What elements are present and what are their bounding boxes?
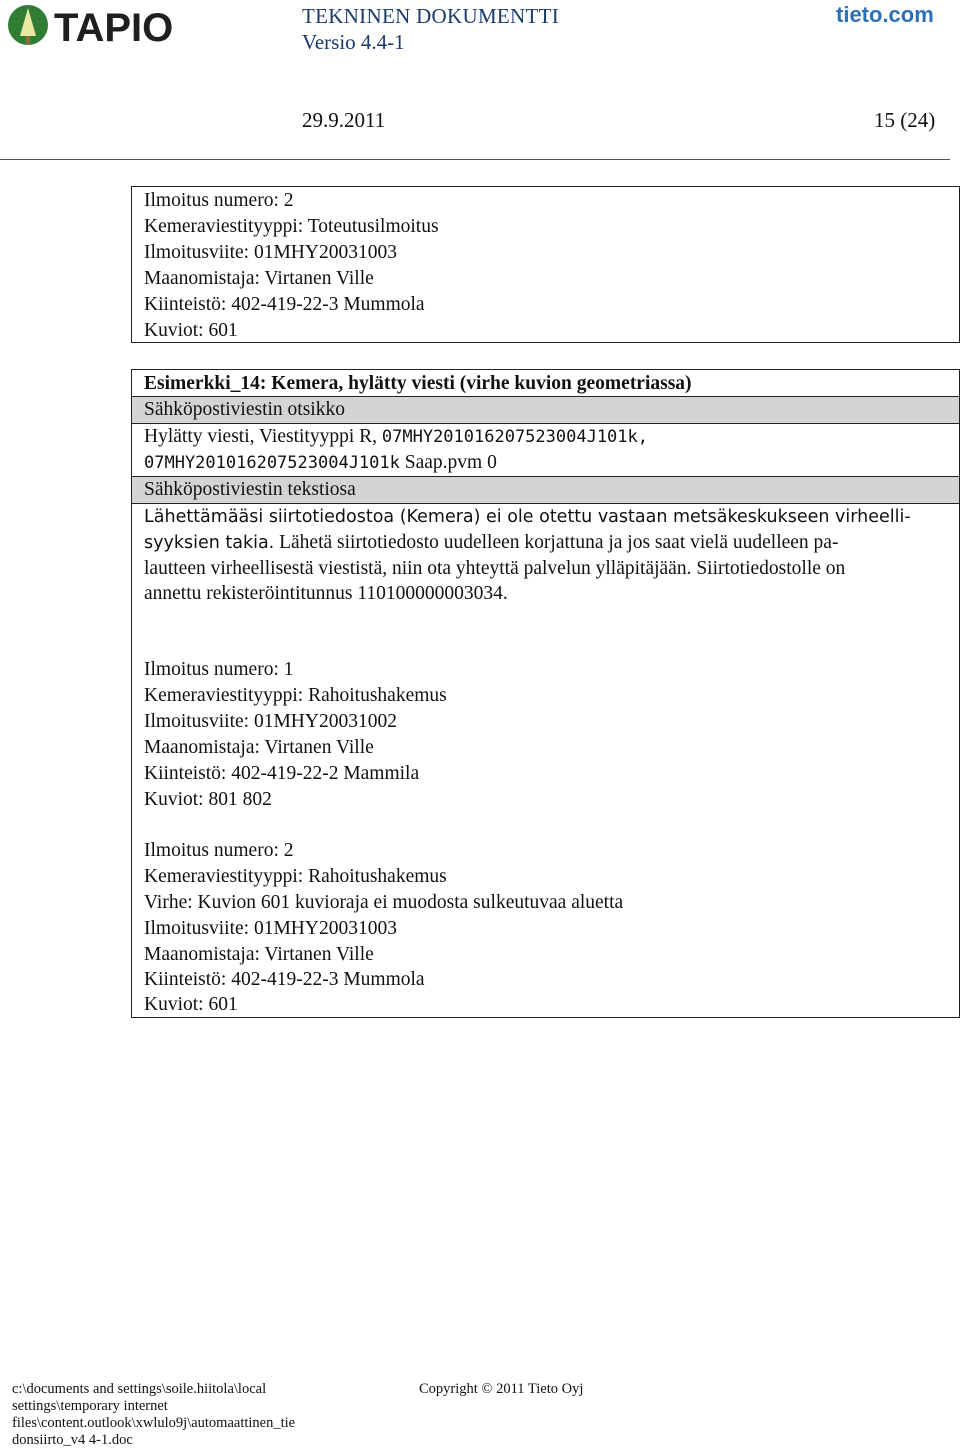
notice-line: Kiinteistö: 402-419-22-3 Mummola — [144, 969, 425, 990]
notice-line: Kemeraviestityyppi: Rahoitushakemus — [144, 866, 447, 887]
tieto-logo — [834, 0, 948, 30]
notice-box-1 — [131, 186, 960, 343]
subject-text: Hylätty viesti, Viestityyppi R, — [144, 426, 382, 447]
header-divider — [0, 159, 950, 160]
body-label-bar — [132, 476, 959, 504]
document-version: Versio 4.4-1 — [302, 30, 405, 54]
body-text: Lähetä siirtotiedosto uudelleen korjattuna ja jos saat vielä uudelleen pa- — [274, 532, 839, 553]
tieto-logo-text: tieto.com — [836, 2, 934, 27]
tapio-logo — [6, 2, 236, 48]
subject-text: Saap.pvm 0 — [399, 452, 497, 473]
body-label: Sähköpostiviestin tekstiosa — [144, 479, 356, 500]
subject-label: Sähköpostiviestin otsikko — [144, 399, 345, 420]
body-line: lautteen virheellisestä viestistä, niin ota yhteyttä palvelun ylläpitäjään. Siirtotiedostolle on — [144, 558, 846, 579]
tapio-logo-text: TAPIO — [54, 6, 174, 48]
notice-line: Ilmoitusviite: 01MHY20031003 — [144, 242, 397, 263]
footer-path-line: settings\temporary internet — [12, 1398, 168, 1414]
subject-line-2 — [144, 450, 497, 476]
example-title: Esimerkki_14: Kemera, hylätty viesti (virhe kuvion geometriassa) — [144, 373, 692, 394]
body-line: Lähettämääsi siirtotiedostoa (Kemera) ei ole otettu vastaan metsäkeskukseen virheelli- — [144, 507, 911, 527]
body-line — [144, 530, 838, 556]
notice-line: Ilmoitus numero: 2 — [144, 840, 294, 861]
subject-label-bar — [132, 396, 959, 424]
example-box — [131, 369, 960, 1018]
message-id: 07MHY201016207523004J101k, — [381, 427, 648, 447]
document-title: TEKNINEN DOKUMENTTI — [302, 4, 560, 28]
notice-line: Kiinteistö: 402-419-22-2 Mammila — [144, 763, 420, 784]
footer-path-line: files\content.outlook\xwlulo9j\automaattinen_tie — [12, 1415, 296, 1431]
notice-line: Ilmoitusviite: 01MHY20031002 — [144, 711, 397, 732]
notice-line: Ilmoitusviite: 01MHY20031003 — [144, 918, 397, 939]
footer-copyright: Copyright © 2011 Tieto Oyj — [419, 1381, 584, 1397]
notice-line: Kuviot: 601 — [144, 320, 238, 341]
notice-line: Kuviot: 801 802 — [144, 789, 272, 810]
notice-line: Maanomistaja: Virtanen Ville — [144, 944, 374, 965]
document-date: 29.9.2011 — [302, 108, 386, 132]
body-line: annettu rekisteröintitunnus 110100000003034. — [144, 583, 508, 604]
notice-line: Maanomistaja: Virtanen Ville — [144, 737, 374, 758]
notice-line: Maanomistaja: Virtanen Ville — [144, 268, 374, 289]
notice-line: Ilmoitus numero: 1 — [144, 659, 294, 680]
notice-line: Virhe: Kuvion 601 kuvioraja ei muodosta sulkeutuvaa aluetta — [144, 892, 624, 913]
notice-line: Ilmoitus numero: 2 — [144, 190, 294, 211]
notice-line: Kuviot: 601 — [144, 994, 238, 1015]
message-id: 07MHY201016207523004J101k — [144, 453, 400, 473]
page-number: 15 (24) — [874, 108, 936, 132]
footer-path-line: donsiirto_v4 4-1.doc — [12, 1432, 133, 1448]
notice-line: Kemeraviestityyppi: Toteutusilmoitus — [144, 216, 439, 237]
body-text: syyksien takia. — [144, 533, 275, 553]
notice-line: Kemeraviestityyppi: Rahoitushakemus — [144, 685, 447, 706]
footer-path-line: c:\documents and settings\soile.hiitola\local — [12, 1381, 267, 1397]
subject-line-1 — [144, 424, 648, 450]
footer-file-path — [12, 1381, 295, 1449]
notice-line: Kiinteistö: 402-419-22-3 Mummola — [144, 294, 425, 315]
